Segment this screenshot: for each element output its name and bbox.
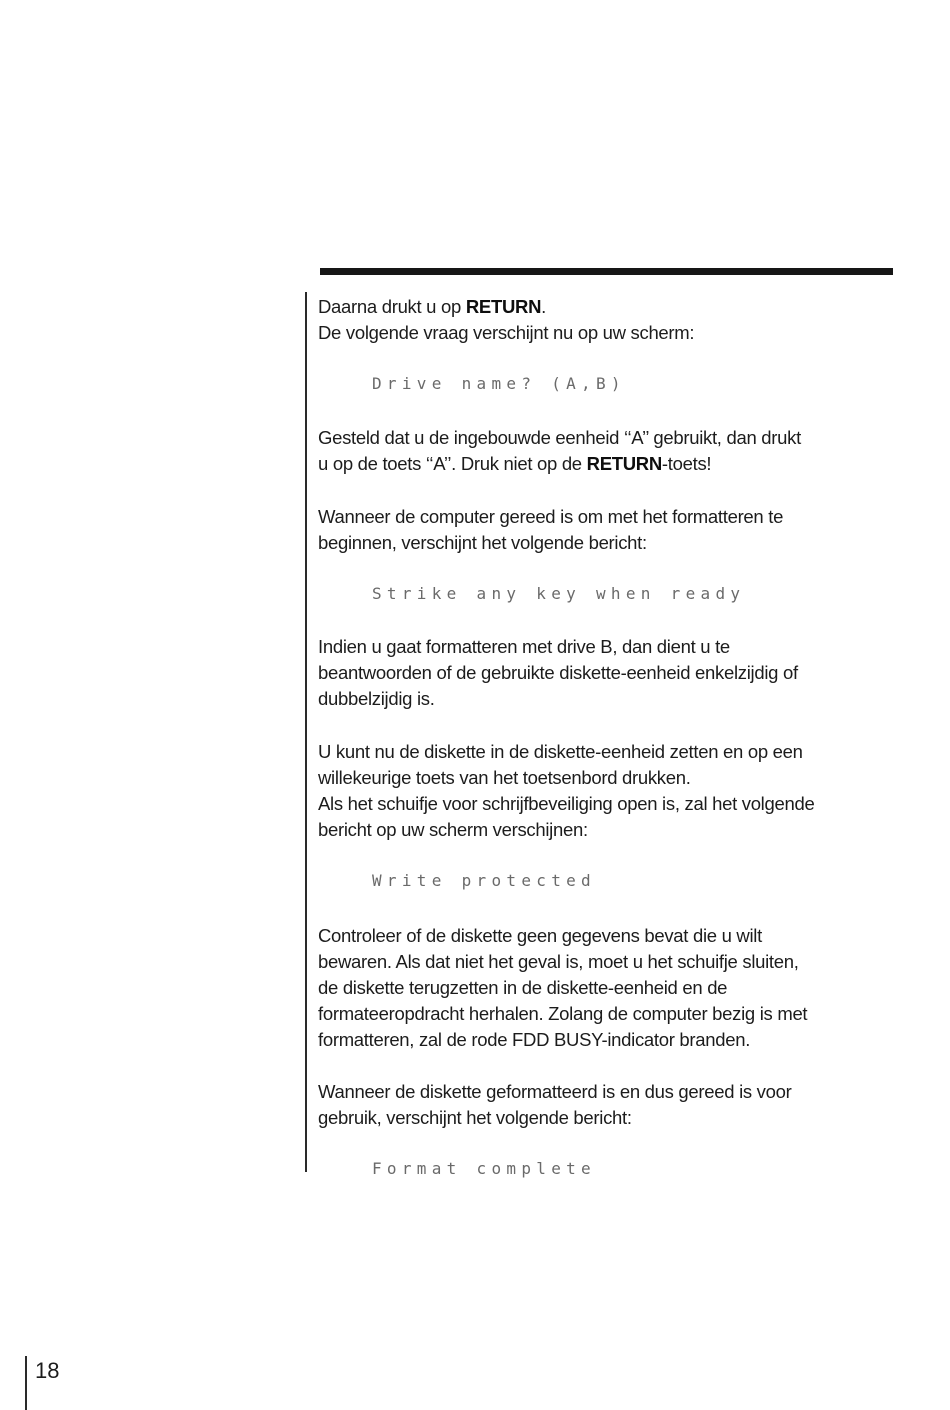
text-fragment: Daarna drukt u op [318, 296, 466, 317]
text-line: Controleer of de diskette geen gegevens bevat die u wilt [318, 925, 762, 946]
section-top-rule [320, 268, 893, 275]
screen-message-format-complete: Format complete [372, 1159, 596, 1178]
paragraph-formatted [318, 1079, 893, 1131]
paragraph-press-a [318, 425, 893, 477]
key-name-bold: RETURN [586, 453, 662, 474]
screen-message-drive-name: Drive name? (A,B) [372, 374, 626, 393]
page-number-rule [25, 1356, 27, 1410]
margin-change-bar [305, 292, 307, 1172]
paragraph-return-instruction [318, 294, 893, 346]
text-line: bericht op uw scherm verschijnen: [318, 819, 588, 840]
paragraph-check-diskette [318, 923, 893, 1053]
screen-message-write-protected: Write protected [372, 871, 596, 890]
paragraph-computer-ready [318, 504, 893, 556]
text-line: beantwoorden of de gebruikte diskette-eenheid enkelzijdig of [318, 662, 798, 683]
text-line: gebruik, verschijnt het volgende bericht: [318, 1107, 632, 1128]
text-line: beginnen, verschijnt het volgende bericht: [318, 532, 647, 553]
text-line: Wanneer de diskette geformatteerd is en dus gereed is voor [318, 1081, 792, 1102]
text-line: Wanneer de computer gereed is om met het formatteren te [318, 506, 784, 527]
text-fragment: -toets! [661, 453, 712, 474]
text-line: formateeropdracht herhalen. Zolang de computer bezig is met [318, 1003, 808, 1024]
text-line: Indien u gaat formatteren met drive B, dan dient u te [318, 636, 730, 657]
text-line: U kunt nu de diskette in de diskette-eenheid zetten en op een [318, 741, 803, 762]
screen-message-strike-key: Strike any key when ready [372, 584, 746, 603]
text-line: dubbelzijdig is. [318, 688, 435, 709]
page-number: 18 [35, 1358, 60, 1383]
text-line [318, 451, 893, 477]
text-line [318, 294, 893, 320]
text-line: de diskette terugzetten in de diskette-eenheid en de [318, 977, 728, 998]
paragraph-drive-b [318, 634, 893, 712]
text-fragment: . [541, 296, 546, 317]
text-line: Als het schuifje voor schrijfbeveiliging open is, zal het volgende [318, 793, 815, 814]
text-line: formatteren, zal de rode FDD BUSY-indicator branden. [318, 1029, 751, 1050]
text-line: De volgende vraag verschijnt nu op uw scherm: [318, 322, 695, 343]
text-line: willekeurige toets van het toetsenbord drukken. [318, 767, 691, 788]
text-line: bewaren. Als dat niet het geval is, moet u het schuifje sluiten, [318, 951, 799, 972]
paragraph-insert-diskette [318, 739, 893, 843]
text-line: Gesteld dat u de ingebouwde eenheid ‘‘A’’ gebruikt, dan drukt [318, 427, 801, 448]
text-fragment: u op de toets ‘‘A’’. Druk niet op de [318, 453, 587, 474]
key-name-bold: RETURN [465, 296, 542, 317]
